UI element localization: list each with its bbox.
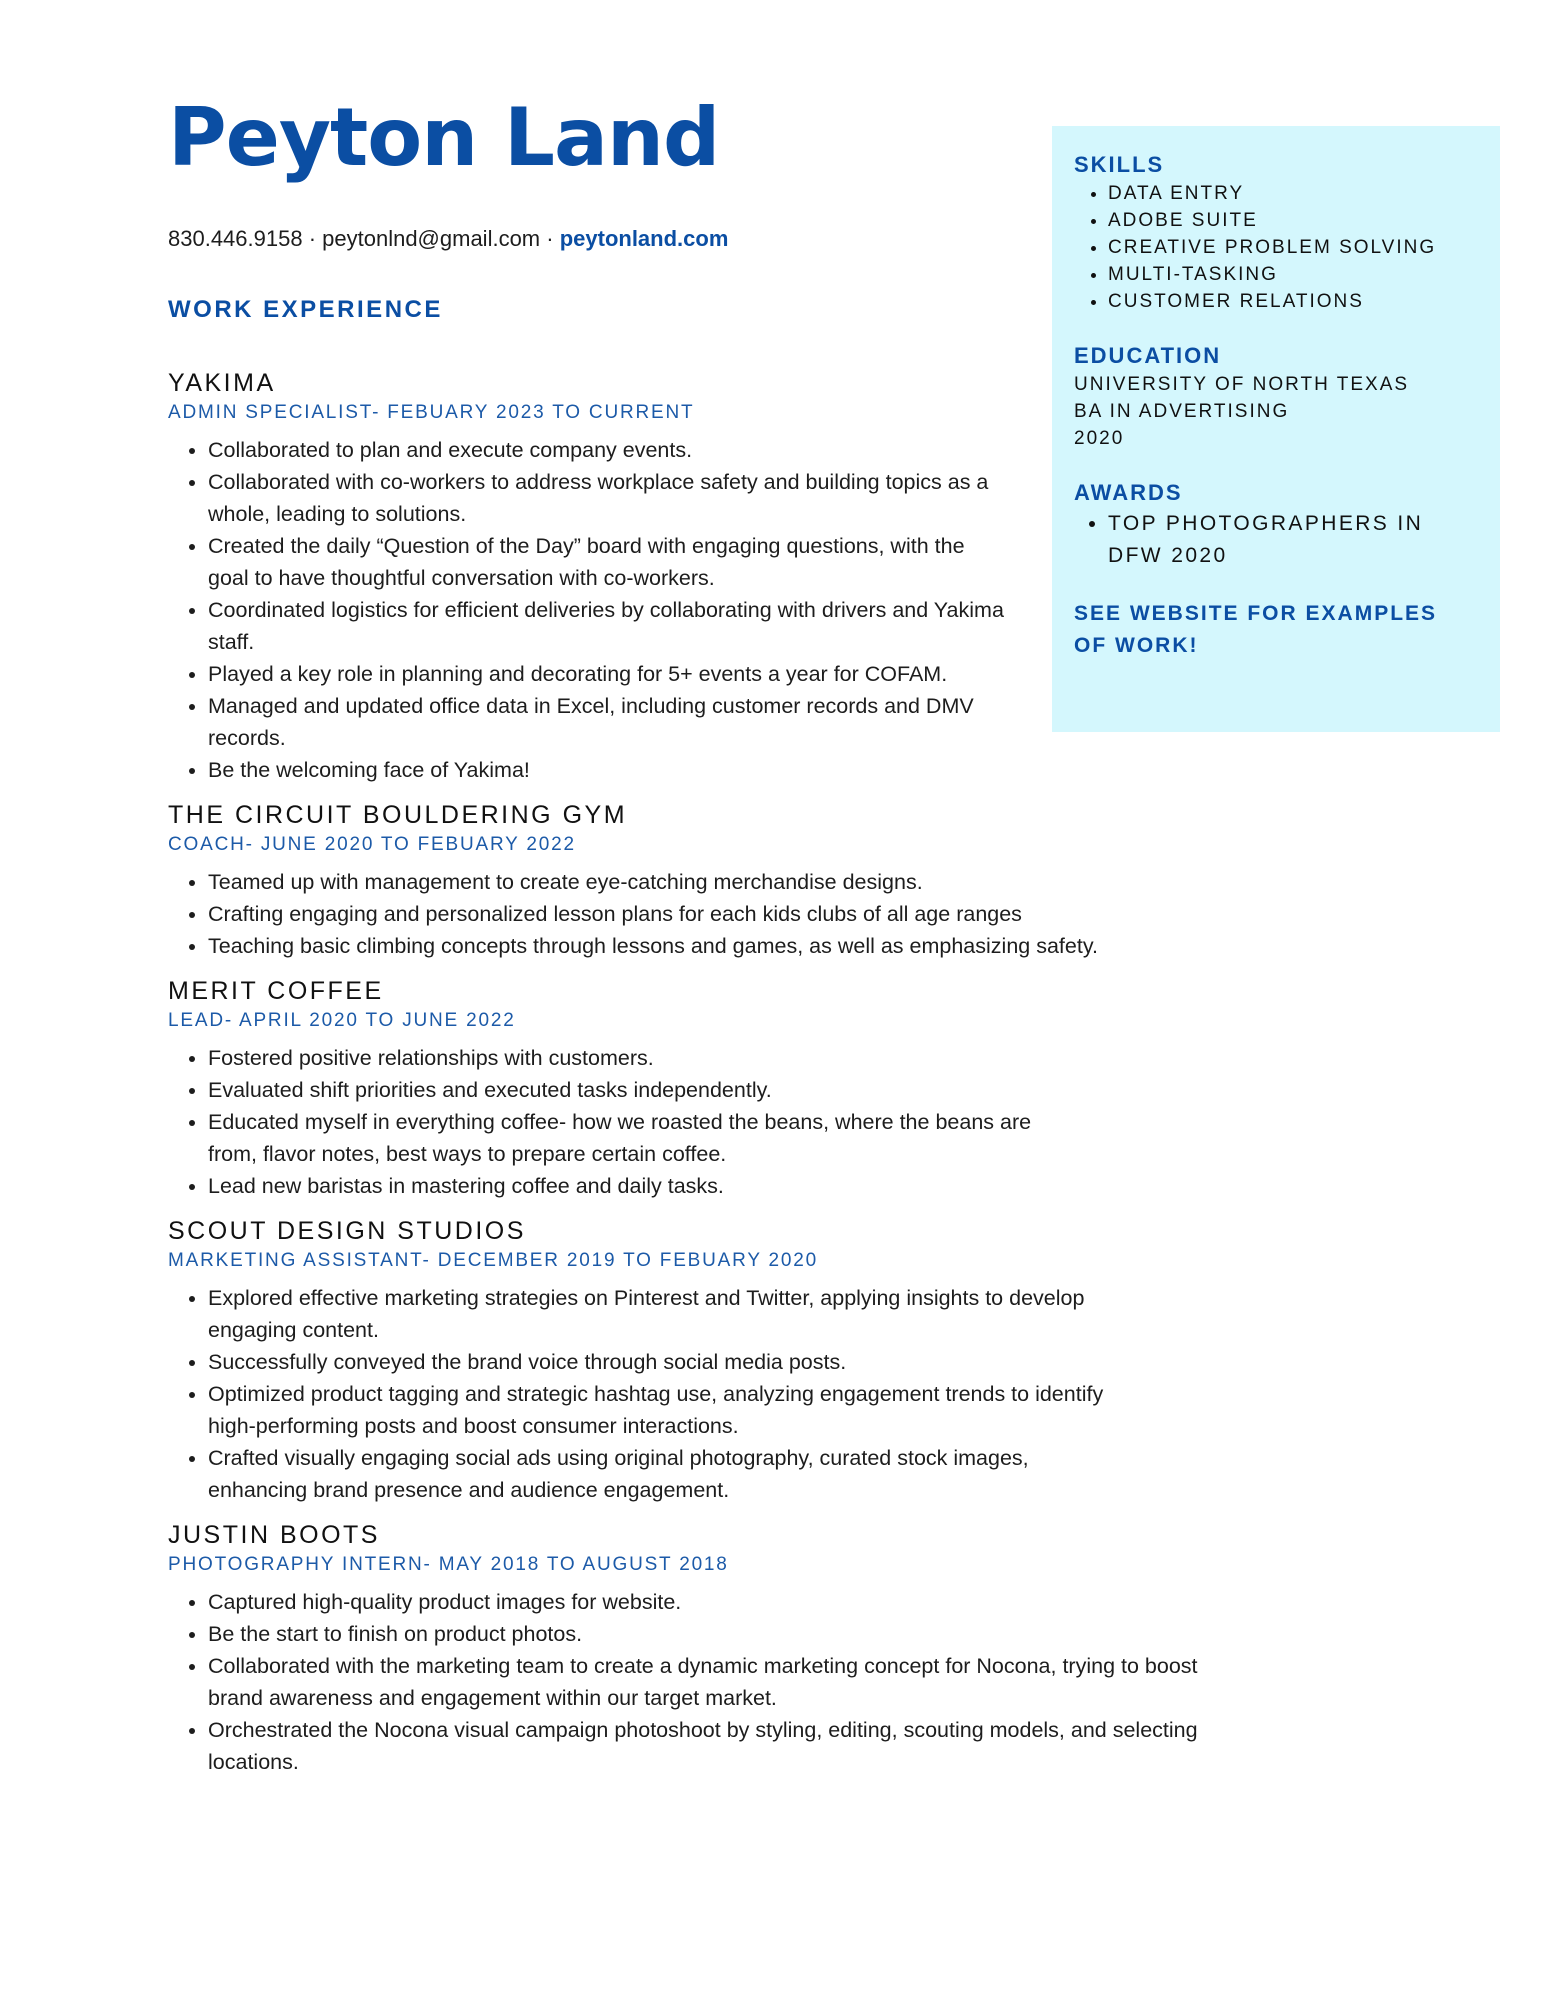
list-item: • Be the start to finish on product photos. (208, 1618, 1228, 1650)
list-item: • Explored effective marketing strategies on Pinterest and Twitter, applying insights to develop engaging content. (208, 1282, 1088, 1346)
job-entry (168, 974, 1228, 1202)
job-entry (168, 1518, 1228, 1778)
company-name: MERIT COFFEE (168, 977, 384, 1005)
separator: · (302, 226, 323, 251)
list-item: • Be the welcoming face of Yakima! (208, 754, 1008, 786)
awards-list (1074, 508, 1478, 572)
list-item: • Orchestrated the Nocona visual campaign photoshoot by styling, editing, scouting models, and selecting locations. (208, 1714, 1208, 1778)
list-item: • Crafting engaging and personalized lesson plans for each kids clubs of all age ranges (208, 898, 1228, 930)
skills-section (1074, 150, 1478, 315)
job-role: MARKETING ASSISTANT- DECEMBER 2019 TO FEBUARY 2020 (168, 1250, 818, 1271)
list-item: • Captured high-quality product images for website. (208, 1586, 1228, 1618)
awards-heading: AWARDS (1074, 480, 1183, 505)
job-bullets (168, 1042, 1228, 1202)
job-role: COACH- JUNE 2020 TO FEBUARY 2022 (168, 834, 576, 855)
sidebar-panel (1052, 126, 1500, 732)
phone: 830.446.9158 (168, 226, 303, 251)
awards-section (1074, 478, 1478, 572)
list-item: • DATA ENTRY (1108, 180, 1478, 207)
candidate-name: Peyton Land (168, 91, 720, 184)
company-name: YAKIMA (168, 369, 276, 397)
job-bullets (168, 866, 1228, 962)
email[interactable]: peytonlnd@gmail.com (322, 226, 541, 251)
list-item: • Played a key role in planning and decorating for 5+ events a year for COFAM. (208, 658, 1008, 690)
see-website-note: SEE WEBSITE FOR EXAMPLES OF WORK! (1074, 602, 1438, 657)
job-bullets (168, 1586, 1228, 1778)
list-item: • Optimized product tagging and strategic hashtag use, analyzing engagement trends to identify high-performing posts and boost consumer interactions. (208, 1378, 1128, 1442)
list-item: • Coordinated logistics for efficient deliveries by collaborating with drivers and Yakima staff. (208, 594, 1008, 658)
separator: · (540, 226, 560, 251)
skills-list (1074, 180, 1478, 315)
list-item: • TOP PHOTOGRAPHERS IN DFW 2020 (1108, 508, 1438, 572)
list-item: • Fostered positive relationships with customers. (208, 1042, 1068, 1074)
education-heading: EDUCATION (1074, 343, 1222, 368)
work-experience-heading: WORK EXPERIENCE (168, 296, 443, 323)
list-item: • Teaching basic climbing concepts through lessons and games, as well as emphasizing safety. (208, 930, 1108, 962)
list-item: • Teamed up with management to create eye-catching merchandise designs. (208, 866, 1228, 898)
company-name: SCOUT DESIGN STUDIOS (168, 1217, 526, 1245)
list-item: • Evaluated shift priorities and executed tasks independently. (208, 1074, 1068, 1106)
list-item: • CUSTOMER RELATIONS (1108, 288, 1478, 315)
list-item: • Lead new baristas in mastering coffee and daily tasks. (208, 1170, 1068, 1202)
website-link[interactable]: peytonland.com (559, 226, 729, 251)
list-item: • Managed and updated office data in Excel, including customer records and DMV records. (208, 690, 1008, 754)
list-item: • Collaborated to plan and execute company events. (208, 434, 1008, 466)
contact-line (168, 226, 728, 252)
job-entry (168, 798, 1228, 962)
job-entry (168, 1214, 1228, 1506)
list-item: • MULTI-TASKING (1108, 261, 1478, 288)
list-item: • Collaborated with the marketing team to create a dynamic marketing concept for Nocona, trying to boost brand awareness and engagement within our target market. (208, 1650, 1208, 1714)
list-item: • Educated myself in everything coffee- how we roasted the beans, where the beans are from, flavor notes, best ways to prepare certain coffee. (208, 1106, 1068, 1170)
list-item: • Crafted visually engaging social ads using original photography, curated stock images, enhancing brand presence and audience engagement. (208, 1442, 1128, 1506)
job-role: ADMIN SPECIALIST- FEBUARY 2023 TO CURRENT (168, 402, 695, 423)
job-bullets (168, 1282, 1228, 1506)
education-school: UNIVERSITY OF NORTH TEXAS (1074, 374, 1410, 395)
list-item: • Successfully conveyed the brand voice through social media posts. (208, 1346, 1228, 1378)
job-role: LEAD- APRIL 2020 TO JUNE 2022 (168, 1010, 516, 1031)
education-section (1074, 341, 1478, 452)
skills-heading: SKILLS (1074, 152, 1165, 177)
list-item: • Created the daily “Question of the Day” board with engaging questions, with the goal to have thoughtful conversation with co-workers. (208, 530, 1008, 594)
education-year: 2020 (1074, 428, 1125, 449)
list-item: • Collaborated with co-workers to address workplace safety and building topics as a whole, leading to solutions. (208, 466, 1008, 530)
job-role: PHOTOGRAPHY INTERN- MAY 2018 TO AUGUST 2018 (168, 1554, 729, 1575)
company-name: THE CIRCUIT BOULDERING GYM (168, 801, 628, 829)
list-item: • CREATIVE PROBLEM SOLVING (1108, 234, 1478, 261)
list-item: • ADOBE SUITE (1108, 207, 1478, 234)
company-name: JUSTIN BOOTS (168, 1521, 380, 1549)
education-degree: BA IN ADVERTISING (1074, 401, 1290, 422)
